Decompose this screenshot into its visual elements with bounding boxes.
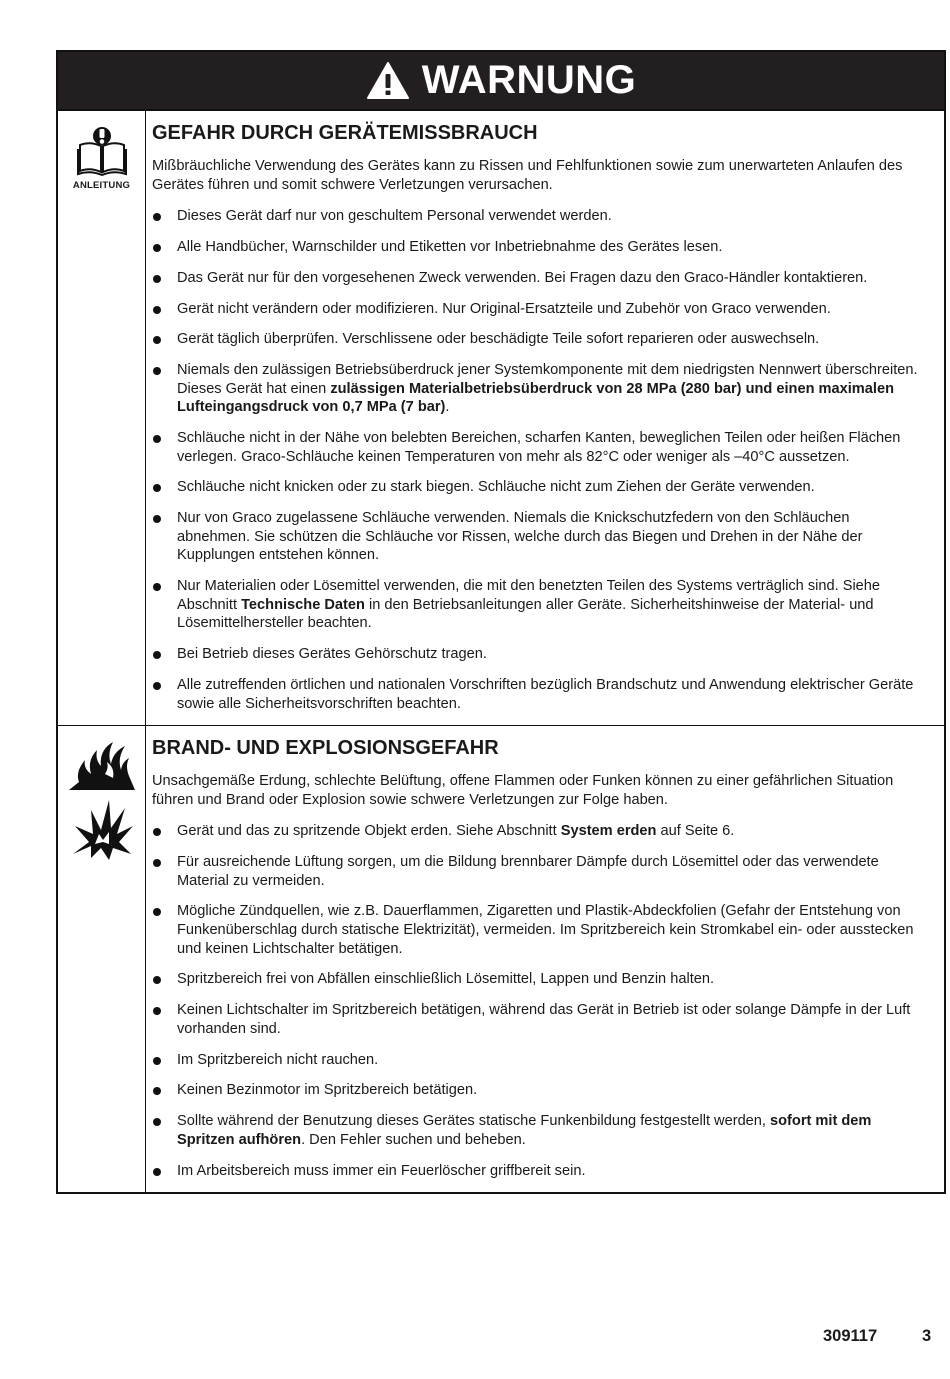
item-text: Gerät und das zu spritzende Objekt erden. Siehe Abschnitt [177,823,561,840]
list-item: Bei Betrieb dieses Gerätes Gehörschutz tragen. [152,645,920,664]
list-item: Alle Handbücher, Warnschilder und Etiketten vor Inbetriebnahme des Gerätes lesen. [152,238,920,257]
item-bold-text: Technische Daten [241,596,365,613]
icon-label-manual: ANLEITUNG [72,180,131,191]
list-item: Nur von Graco zugelassene Schläuche verwenden. Niemals die Knickschutzfedern von den Schläuchen abnehmen. Sie schützen die Schläuche vor Rissen, welche durch das Biegen und Drehen in der Nähe der Kupplungen entstehen können. [152,509,920,565]
item-text: auf Seite 6. [656,823,735,840]
list-item: Schläuche nicht knicken oder zu stark biegen. Schläuche nicht zum Ziehen der Geräte verwenden. [152,478,920,497]
list-item: Alle zutreffenden örtlichen und nationalen Vorschriften bezüglich Brandschutz und Anwendung elektrischer Geräte sowie alle Sicherheitsvorschriften beachten. [152,676,920,713]
manual-book-icon [76,125,128,177]
section-content [146,111,944,725]
item-bold-text: sofort mit dem Spritzen aufhören [177,1113,872,1148]
page-number: 3 [922,1327,932,1345]
item-text: . [445,399,450,416]
section-content [146,726,944,1192]
item-text: Nur Materialien oder Lösemittel verwenden, die mit den benetzten Teilen des Systems verträglich sind. Siehe Abschnitt [177,578,881,613]
list-item: Im Spritzbereich nicht rauchen. [152,1051,920,1070]
fire-icon [67,738,137,792]
list-item: Schläuche nicht in der Nähe von belebten Bereichen, scharfen Kanten, beweglichen Teilen oder heißen Flächen verlegen. Graco-Schläuche keinen Temperaturen von mehr als 82°C oder weniger als –40°C aussetzen. [152,429,920,466]
item-bold-text: zulässigen Materialbetriebsüberdruck von 28 MPa (280 bar) und einen maximalen Lufteingangsdruck von 0,7 MPa (7 bar) [177,380,894,416]
section-title: BRAND- UND EXPLOSIONSGEFAHR [152,737,499,760]
section-fire-explosion [58,725,944,1192]
section-title: GEFAHR DURCH GERÄTEMISSBRAUCH [152,122,538,144]
list-item: Dieses Gerät darf nur von geschultem Personal verwendet werden. [152,207,920,226]
section-intro: Mißbräuchliche Verwendung des Gerätes kann zu Rissen und Fehlfunktionen sowie zum unerwarteten Anlaufen des Gerätes führen und somit schwere Verletzungen verursachen. [152,158,903,193]
warning-triangle-icon [366,61,410,101]
document-number: 309117 [823,1327,878,1345]
list-item: Das Gerät nur für den vorgesehenen Zweck verwenden. Bei Fragen dazu den Graco-Händler kontaktieren. [152,269,920,288]
list-item: Keinen Bezinmotor im Spritzbereich betätigen. [152,1081,920,1100]
bullet-list [152,207,920,713]
list-item [152,1112,920,1149]
item-text: . Den Fehler suchen und beheben. [301,1131,526,1148]
list-item [152,361,920,417]
icon-column [58,726,146,1192]
list-item: Spritzbereich frei von Abfällen einschließlich Lösemittel, Lappen und Benzin halten. [152,970,920,989]
icon-column [58,111,146,725]
list-item: Gerät täglich überprüfen. Verschlissene oder beschädigte Teile sofort reparieren oder auswechseln. [152,330,920,349]
section-equipment-misuse [58,111,944,725]
list-item: Mögliche Zündquellen, wie z.B. Dauerflammen, Zigaretten und Plastik-Abdeckfolien (Gefahr der Entstehung von Funkenüberschlag durch statische Elektrizität), vermeiden. Im Spritzbereich kein Stromkabel ein- oder ausstecken und keinen Lichtschalter betätigen. [152,902,920,958]
section-intro: Unsachgemäße Erdung, schlechte Belüftung, offene Flammen oder Funken können zu einer gefährlichen Situation führen und Brand oder Explosion sowie schwere Verletzungen zur Folge haben. [152,773,894,808]
item-text: Niemals den zulässigen Betriebsüberdruck jener Systemkomponente mit dem niedrigsten Nennwert überschreiten. Dieses Gerät hat einen [177,362,918,397]
warning-header [58,52,944,111]
item-text: in den Betriebsanleitungen aller Geräte. Sicherheitshinweise der Material- und Lösemittelhersteller beachten. [177,596,874,632]
list-item: Für ausreichende Lüftung sorgen, um die Bildung brennbarer Dämpfe durch Lösemittel oder das verwendete Material zu vermeiden. [152,853,920,890]
warning-title: WARNUNG [421,58,637,102]
bullet-list [152,822,920,1180]
item-bold-text: System erden [560,823,657,840]
list-item: Keinen Lichtschalter im Spritzbereich betätigen, während das Gerät in Betrieb ist oder solange Dämpfe in der Luft vorhanden sind. [152,1001,920,1038]
list-item [152,822,920,841]
list-item: Im Arbeitsbereich muss immer ein Feuerlöscher griffbereit sein. [152,1162,920,1181]
list-item: Gerät nicht verändern oder modifizieren. Nur Original-Ersatzteile und Zubehör von Graco verwenden. [152,300,920,319]
warning-table [56,50,946,1194]
list-item [152,577,920,633]
item-text: Sollte während der Benutzung dieses Gerätes statische Funkenbildung festgestellt werden, [177,1113,771,1130]
explosion-icon [69,796,135,862]
